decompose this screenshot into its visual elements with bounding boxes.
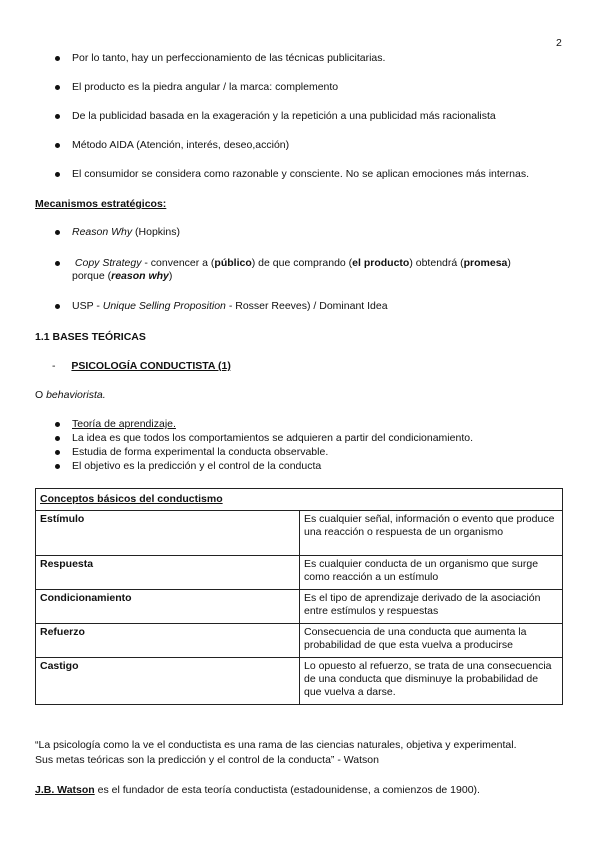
table-row <box>36 590 563 624</box>
quote <box>35 739 580 767</box>
watson-name: J.B. Watson <box>35 784 95 796</box>
section-title: 1.1 BASES TEÓRICAS <box>35 331 146 343</box>
table-term: Condicionamiento <box>36 590 300 624</box>
table-header: Conceptos básicos del conductismo <box>36 489 563 511</box>
table-definition: Es el tipo de aprendizaje derivado de la asociación entre estímulos y respuestas <box>300 590 563 624</box>
concepts-table <box>35 488 563 705</box>
quote-line: Sus metas teóricas son la predicción y el control de la conducta” - Watson <box>35 754 379 766</box>
table-term: Respuesta <box>36 556 300 590</box>
table-term: Estímulo <box>36 511 300 556</box>
alt-name: O behaviorista. <box>35 389 106 401</box>
table-row <box>36 624 563 658</box>
table-definition: Es cualquier señal, información o evento que produce una reacción o respuesta de un organismo <box>300 511 563 556</box>
dash: - <box>52 360 56 372</box>
table-definition: Consecuencia de una conducta que aumenta la probabilidad de que esta vuelva a producirse <box>300 624 563 658</box>
table-definition: Lo opuesto al refuerzo, se trata de una consecuencia de una conducta que disminuye la probabilidad de que vuelva a darse. <box>300 658 563 705</box>
table-term: Castigo <box>36 658 300 705</box>
table-row <box>36 658 563 705</box>
quote-line: “La psicología como la ve el conductista es una rama de las ciencias naturales, objetiva y experimental. <box>35 739 517 751</box>
sub-title: PSICOLOGÍA CONDUCTISTA (1) <box>71 360 231 372</box>
table-header-row <box>36 489 563 511</box>
table-term: Refuerzo <box>36 624 300 658</box>
sub-title-row <box>52 360 231 373</box>
table-definition: Es cualquier conducta de un organismo que surge como reacción a un estímulo <box>300 556 563 590</box>
table-row <box>36 556 563 590</box>
page-number: 2 <box>556 37 562 49</box>
mecanismos-heading: Mecanismos estratégicos: <box>35 198 167 210</box>
watson-paragraph: J.B. Watson es el fundador de esta teoría conductista (estadounidense, a comienzos de 1900). <box>35 784 480 796</box>
table-row <box>36 511 563 556</box>
